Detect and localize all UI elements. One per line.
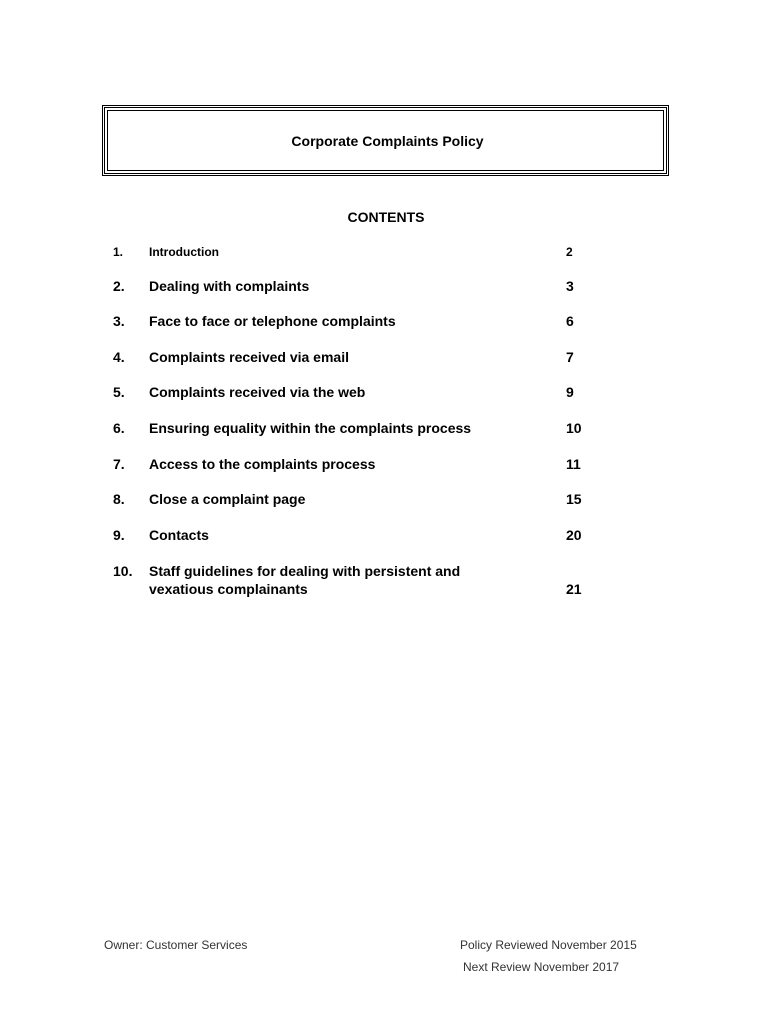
toc-entry-number: 2. [113, 278, 125, 294]
toc-entry-title: Ensuring equality within the complaints process [149, 420, 472, 436]
toc-entry-number: 8. [113, 491, 125, 507]
toc-entry-number: 1. [113, 245, 124, 259]
toc-entry-page: 9 [566, 384, 574, 400]
toc-entry-page: 3 [566, 278, 574, 294]
toc-entry-title: Complaints received via email [149, 349, 349, 365]
toc-entry-page: 20 [566, 527, 582, 543]
footer-reviewed: Policy Reviewed November 2015 [460, 938, 637, 952]
toc-entry-title: Face to face or telephone complaints [149, 313, 396, 329]
document-title: Corporate Complaints Policy [291, 132, 484, 149]
toc-entry-number: 5. [113, 384, 125, 400]
toc-entry-title: Staff guidelines for dealing with persistent and vexatious complainants [149, 563, 461, 597]
toc-entry-title: Close a complaint page [149, 491, 306, 507]
toc-entry-title: Complaints received via the web [149, 384, 366, 400]
toc-entry-page: 2 [566, 245, 573, 259]
toc-entry-page: 15 [566, 491, 582, 507]
toc-entry-number: 4. [113, 349, 125, 365]
contents-heading [0, 209, 770, 225]
toc-entry-page: 6 [566, 313, 574, 329]
toc-entry-title: Dealing with complaints [149, 278, 310, 294]
toc-entry-title: Contacts [149, 527, 209, 543]
toc-entry-number: 10. [113, 563, 133, 579]
title-box [104, 107, 667, 174]
toc-entry-page: 11 [566, 456, 581, 472]
footer-owner: Owner: Customer Services [104, 938, 248, 952]
toc-entry-page: 10 [566, 420, 582, 436]
contents-heading-text: CONTENTS [347, 209, 425, 225]
toc-entry-title: Access to the complaints process [149, 456, 376, 472]
toc-entry-page: 7 [566, 349, 574, 365]
toc-entry-number: 7. [113, 456, 125, 472]
toc-entry-title: Introduction [149, 245, 219, 259]
footer-next-review: Next Review November 2017 [463, 960, 620, 974]
toc-entry-number: 6. [113, 420, 125, 436]
toc-entry-number: 3. [113, 313, 125, 329]
toc-entry-number: 9. [113, 527, 125, 543]
toc-entry-page: 21 [566, 581, 582, 597]
